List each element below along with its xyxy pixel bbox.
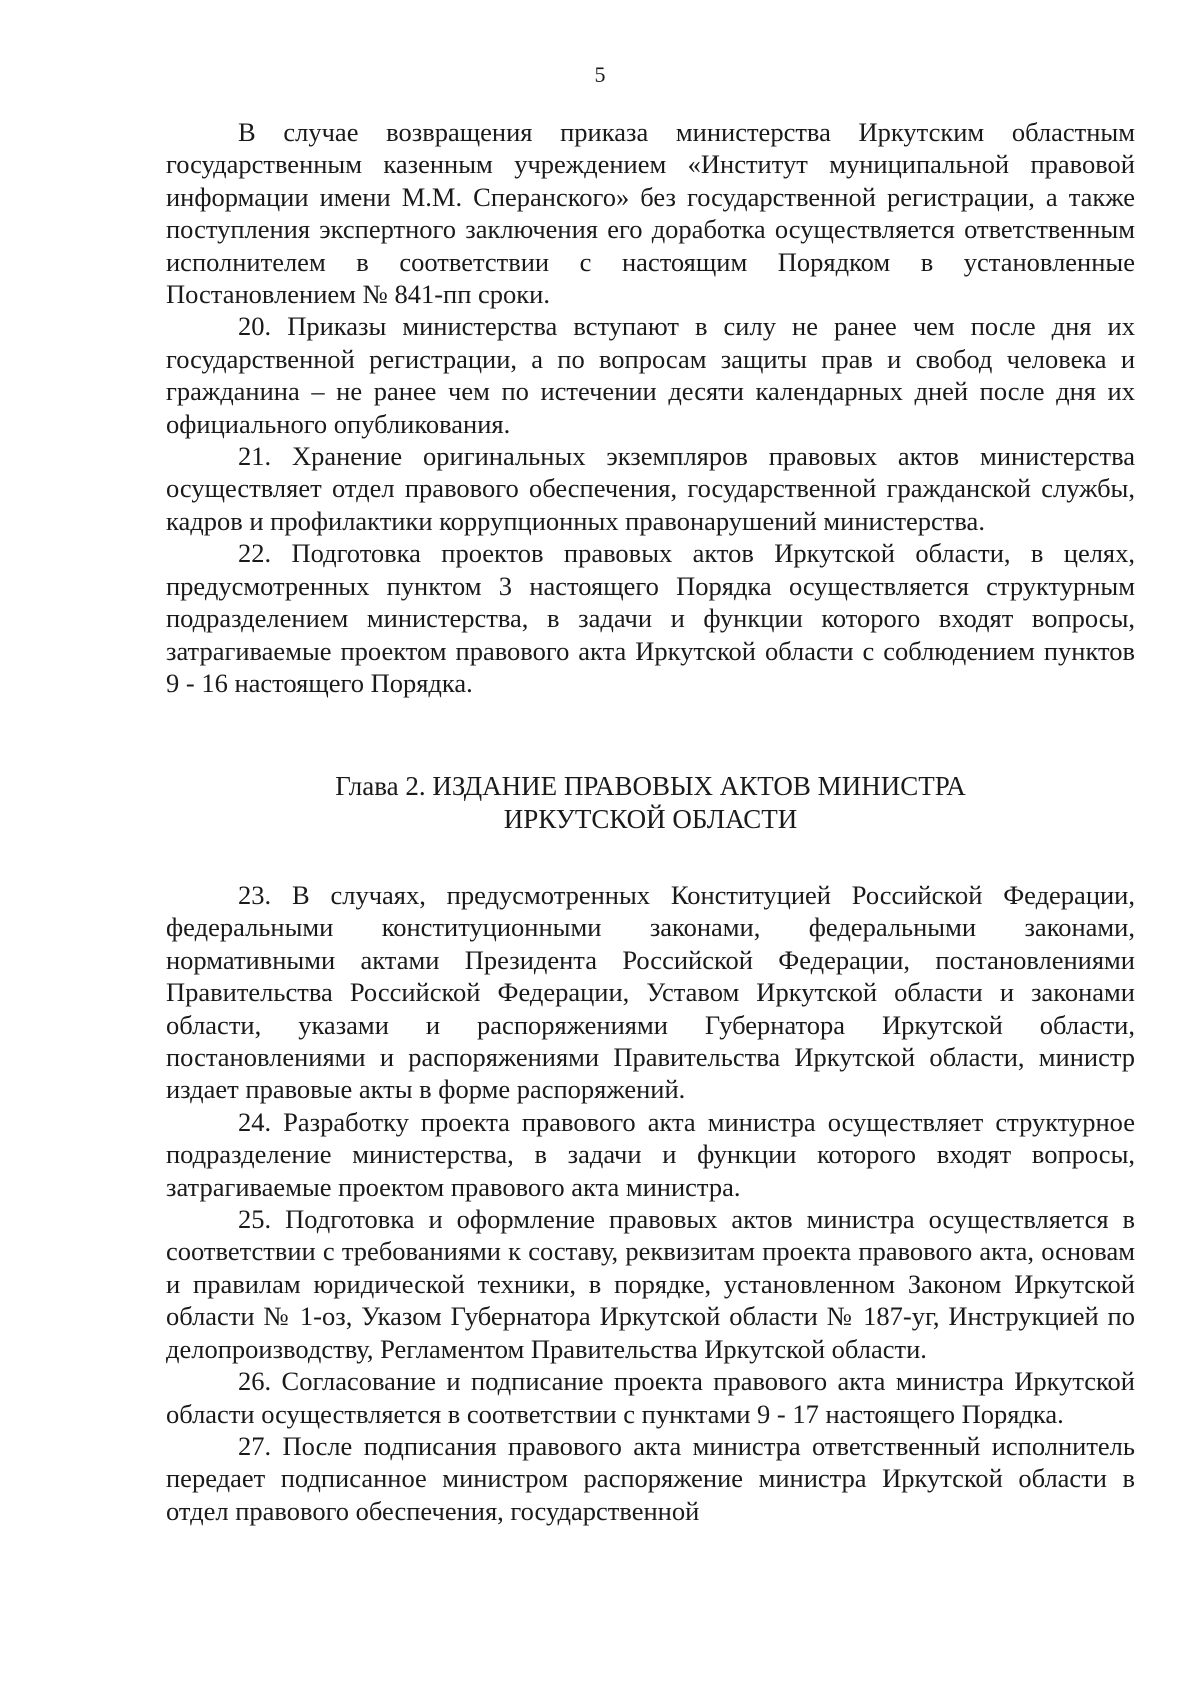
paragraph-25: 25. Подготовка и оформление правовых актов министра осуществляется в соответствии с требованиями к составу, реквизитам проекта правового акта, основам и правилам юридической техники, в порядке, установленном Законом Иркутской области № 1-оз, Указом Губернатора Иркутской области № 187-уг, Инструкцией по делопроизводству, Регламентом Правительства Иркутской области. — [166, 1204, 1135, 1364]
text-block-before-chapter — [166, 116, 1135, 699]
text-block-after-chapter — [166, 879, 1135, 1527]
paragraph-21: 21. Хранение оригинальных экземпляров правовых актов министерства осуществляет отдел правового обеспечения, государственной гражданской службы, кадров и профилактики коррупционных правонарушений министерства. — [166, 441, 1135, 536]
chapter-heading-line-2: ИРКУТСКОЙ ОБЛАСТИ — [503, 804, 798, 834]
page-number: 5 — [594, 62, 606, 87]
paragraph-23: 23. В случаях, предусмотренных Конституцией Российской Федерации, федеральными конституционными законами, федеральными законами, нормативными актами Президента Российской Федерации, постановлениями Правительства Российской Федерации, Уставом Иркутской области и законами области, указами и распоряжениями Губернатора Иркутской области, постановлениями и распоряжениями Правительства Иркутской области, министр издает правовые акты в форме распоряжений. — [166, 880, 1135, 1105]
chapter-heading-line-1: Глава 2. ИЗДАНИЕ ПРАВОВЫХ АКТОВ МИНИСТРА — [335, 771, 966, 801]
paragraph-20: 20. Приказы министерства вступают в силу не ранее чем после дня их государственной регистрации, а по вопросам защиты прав и свобод человека и гражданина – не ранее чем по истечении десяти календарных дней после дня их официального опубликования. — [166, 311, 1135, 439]
paragraph-26: 26. Согласование и подписание проекта правового акта министра Иркутской области осуществляется в соответствии с пунктами 9 - 17 настоящего Порядка. — [166, 1366, 1135, 1429]
paragraph-return-of-order: В случае возвращения приказа министерства Иркутским областным государственным казенным учреждением «Институт муниципальной правовой информации имени М.М. Сперанского» без государственной регистрации, а также поступления экспертного заключения его доработка осуществляется ответственным исполнителем в соответствии с настоящим Порядком в установленные Постановлением № 841-пп сроки. — [166, 117, 1135, 310]
paragraph-27: 27. После подписания правового акта министра ответственный исполнитель передает подписанное министром распоряжение министра Иркутской области в отдел правового обеспечения, государственной — [166, 1430, 1135, 1526]
chapter-heading — [166, 770, 1135, 836]
paragraph-22: 22. Подготовка проектов правовых актов Иркутской области, в целях, предусмотренных пунктом 3 настоящего Порядка осуществляется структурным подразделением министерства, в задачи и функции которого входят вопросы, затрагиваемые проектом правового акта Иркутской области с соблюдением пунктов 9 - 16 настоящего Порядка. — [166, 538, 1135, 698]
paragraph-24: 24. Разработку проекта правового акта министра осуществляет структурное подразделение министерства, в задачи и функции которого входят вопросы, затрагиваемые проектом правового акта министра. — [166, 1106, 1135, 1202]
